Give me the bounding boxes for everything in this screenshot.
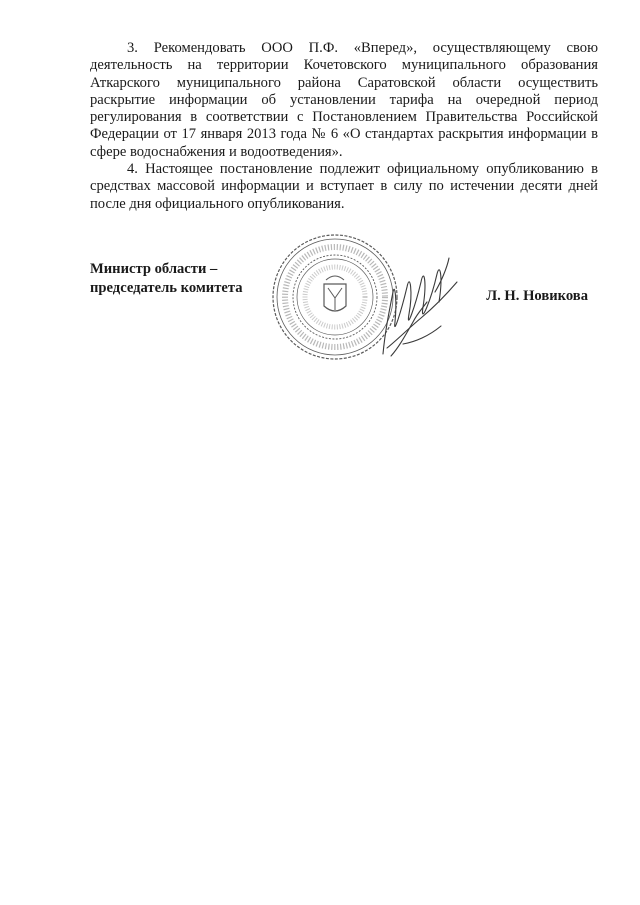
signer-title-line-2: председатель комитета xyxy=(90,280,243,296)
document-body xyxy=(90,40,598,213)
paragraph-3: 3. Рекомендовать ООО П.Ф. «Вперед», осуществляющему свою деятельность на территории Кочетовского муниципального образования Аткарского муниципального района Саратовской области осуществить раскрытие информации об установлении тарифа на очередной период регулирования в соответствии с Постановлением Правительства Российской Федерации от 17 января 2013 года № 6 «О стандартах раскрытия информации в сфере водоснабжения и водоотведения». xyxy=(90,40,598,160)
signer-title-line-1: Министр области – xyxy=(90,261,218,277)
official-seal-icon xyxy=(270,232,400,362)
paragraph-4: 4. Настоящее постановление подлежит официальному опубликованию в средствах массовой информации и вступает в силу по истечении десяти дней после дня официального опубликования. xyxy=(90,161,598,212)
handwritten-signature-icon xyxy=(375,252,465,362)
signer-name: Л. Н. Новикова xyxy=(486,288,588,304)
signer-title xyxy=(90,260,243,298)
